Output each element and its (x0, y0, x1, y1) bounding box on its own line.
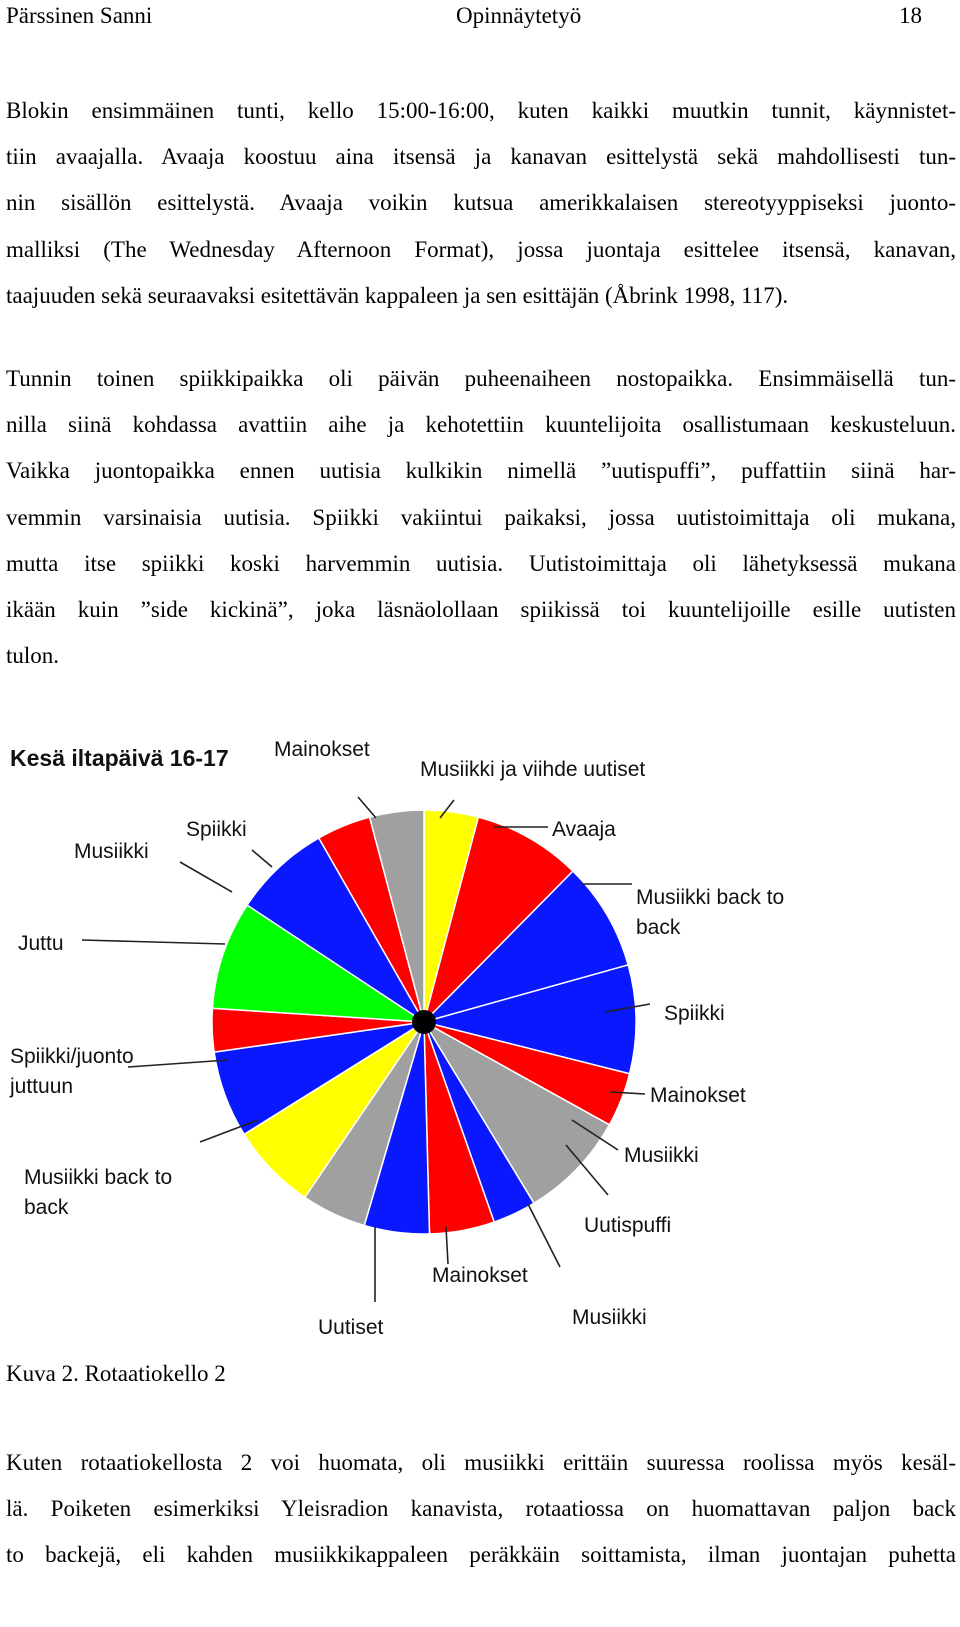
segment-label (636, 886, 790, 939)
rotation-clock-figure (0, 722, 960, 1382)
paragraph-1 (6, 88, 956, 319)
paragraph-line: taajuuden sekä seuraavaksi esitettävän kappaleen ja sen esittäjän (Åbrink 1998, 117). (6, 282, 789, 308)
segment-label: Musiikki (624, 1144, 699, 1167)
paragraph-line: ikään kuin ”side kickinä”, joka läsnäolollaan spiikissä toi kuuntelijoille esille uutisten (6, 597, 956, 623)
segment-label: Musiikki ja viihde uutiset (420, 758, 646, 781)
segment-label-line: juttuun (10, 1075, 74, 1098)
figure-title: Kesä iltapäivä 16-17 (10, 745, 229, 771)
segment-label-line: Musiikki back to (24, 1166, 173, 1189)
segment-label: Musiikki (74, 840, 149, 863)
segment-label: Avaaja (552, 818, 616, 841)
paragraph-line: lä. Poiketen esimerkiksi Yleisradion kanavista, rotaatiossa on huomattavan paljon back (6, 1496, 956, 1522)
segment-label-line: back (636, 916, 681, 939)
segment-label: Mainokset (650, 1084, 746, 1107)
segment-label-line: Musiikki back to (636, 886, 785, 909)
paragraph-line: nilla siinä kohdassa avattiin aihe ja kehotettiin kuuntelijoita osallistumaan keskusteluun. (6, 412, 956, 438)
paragraph-3 (6, 1440, 956, 1579)
header-page-number: 18 (899, 3, 922, 28)
wheel-center-hub (412, 1010, 436, 1034)
rotation-clock-wheel (212, 810, 636, 1234)
paragraph-line: Kuten rotaatiokellosta 2 voi huomata, oli musiikki erittäin suuressa roolissa myös kesäl- (6, 1450, 956, 1475)
segment-label (9, 1045, 140, 1098)
segment-label: Uutispuffi (584, 1214, 672, 1237)
segment-label: Uutiset (318, 1316, 384, 1339)
paragraph-line: Tunnin toinen spiikkipaikka oli päivän puheenaiheen nostopaikka. Ensimmäisellä tun- (6, 366, 956, 391)
header-author: Pärssinen Sanni (6, 3, 153, 28)
segment-label-line: back (24, 1196, 69, 1219)
figure-caption: Kuva 2. Rotaatiokello 2 (6, 1361, 226, 1386)
paragraph-2 (6, 356, 956, 679)
paragraph-line: tulon. (6, 643, 60, 669)
paragraph-line: tiin avaajalla. Avaaja koostuu aina itsensä ja kanavan esittelystä sekä mahdollisesti tun- (6, 144, 956, 170)
paragraph-line: vemmin varsinaisia uutisia. Spiikki vakiintui paikaksi, jossa uutistoimittaja oli mukana, (6, 504, 956, 530)
paragraph-line: to backejä, eli kahden musiikkikappaleen peräkkäin soittamista, ilman juontajan puhetta (6, 1542, 956, 1568)
segment-label: Musiikki (572, 1306, 647, 1329)
segment-label (24, 1166, 178, 1219)
segment-label-line: Spiikki/juonto (10, 1045, 134, 1068)
paragraph-line: Blokin ensimmäinen tunti, kello 15:00-16:00, kuten kaikki muutkin tunnit, käynnistet- (6, 98, 956, 123)
paragraph-line: malliksi (The Wednesday Afternoon Format), jossa juontaja esittelee itsensä, kanavan, (6, 236, 956, 262)
segment-label: Mainokset (274, 738, 370, 761)
segment-label: Juttu (18, 932, 64, 955)
paragraph-line: mutta itse spiikki koski harvemmin uutisia. Uutistoimittaja oli lähetyksessä mukana (6, 550, 956, 576)
header-doc-type: Opinnäytetyö (456, 3, 582, 28)
segment-label: Spiikki (664, 1002, 725, 1025)
segment-label: Spiikki (186, 818, 247, 841)
paragraph-line: Vaikka juontopaikka ennen uutisia kulkikin nimellä ”uutispuffi”, puffattiin siinä har- (6, 458, 956, 484)
paragraph-line: nin sisällön esittelystä. Avaaja voikin kutsua amerikkalaisen stereotyyppiseksi juonto- (6, 190, 956, 216)
segment-label: Mainokset (432, 1264, 528, 1287)
